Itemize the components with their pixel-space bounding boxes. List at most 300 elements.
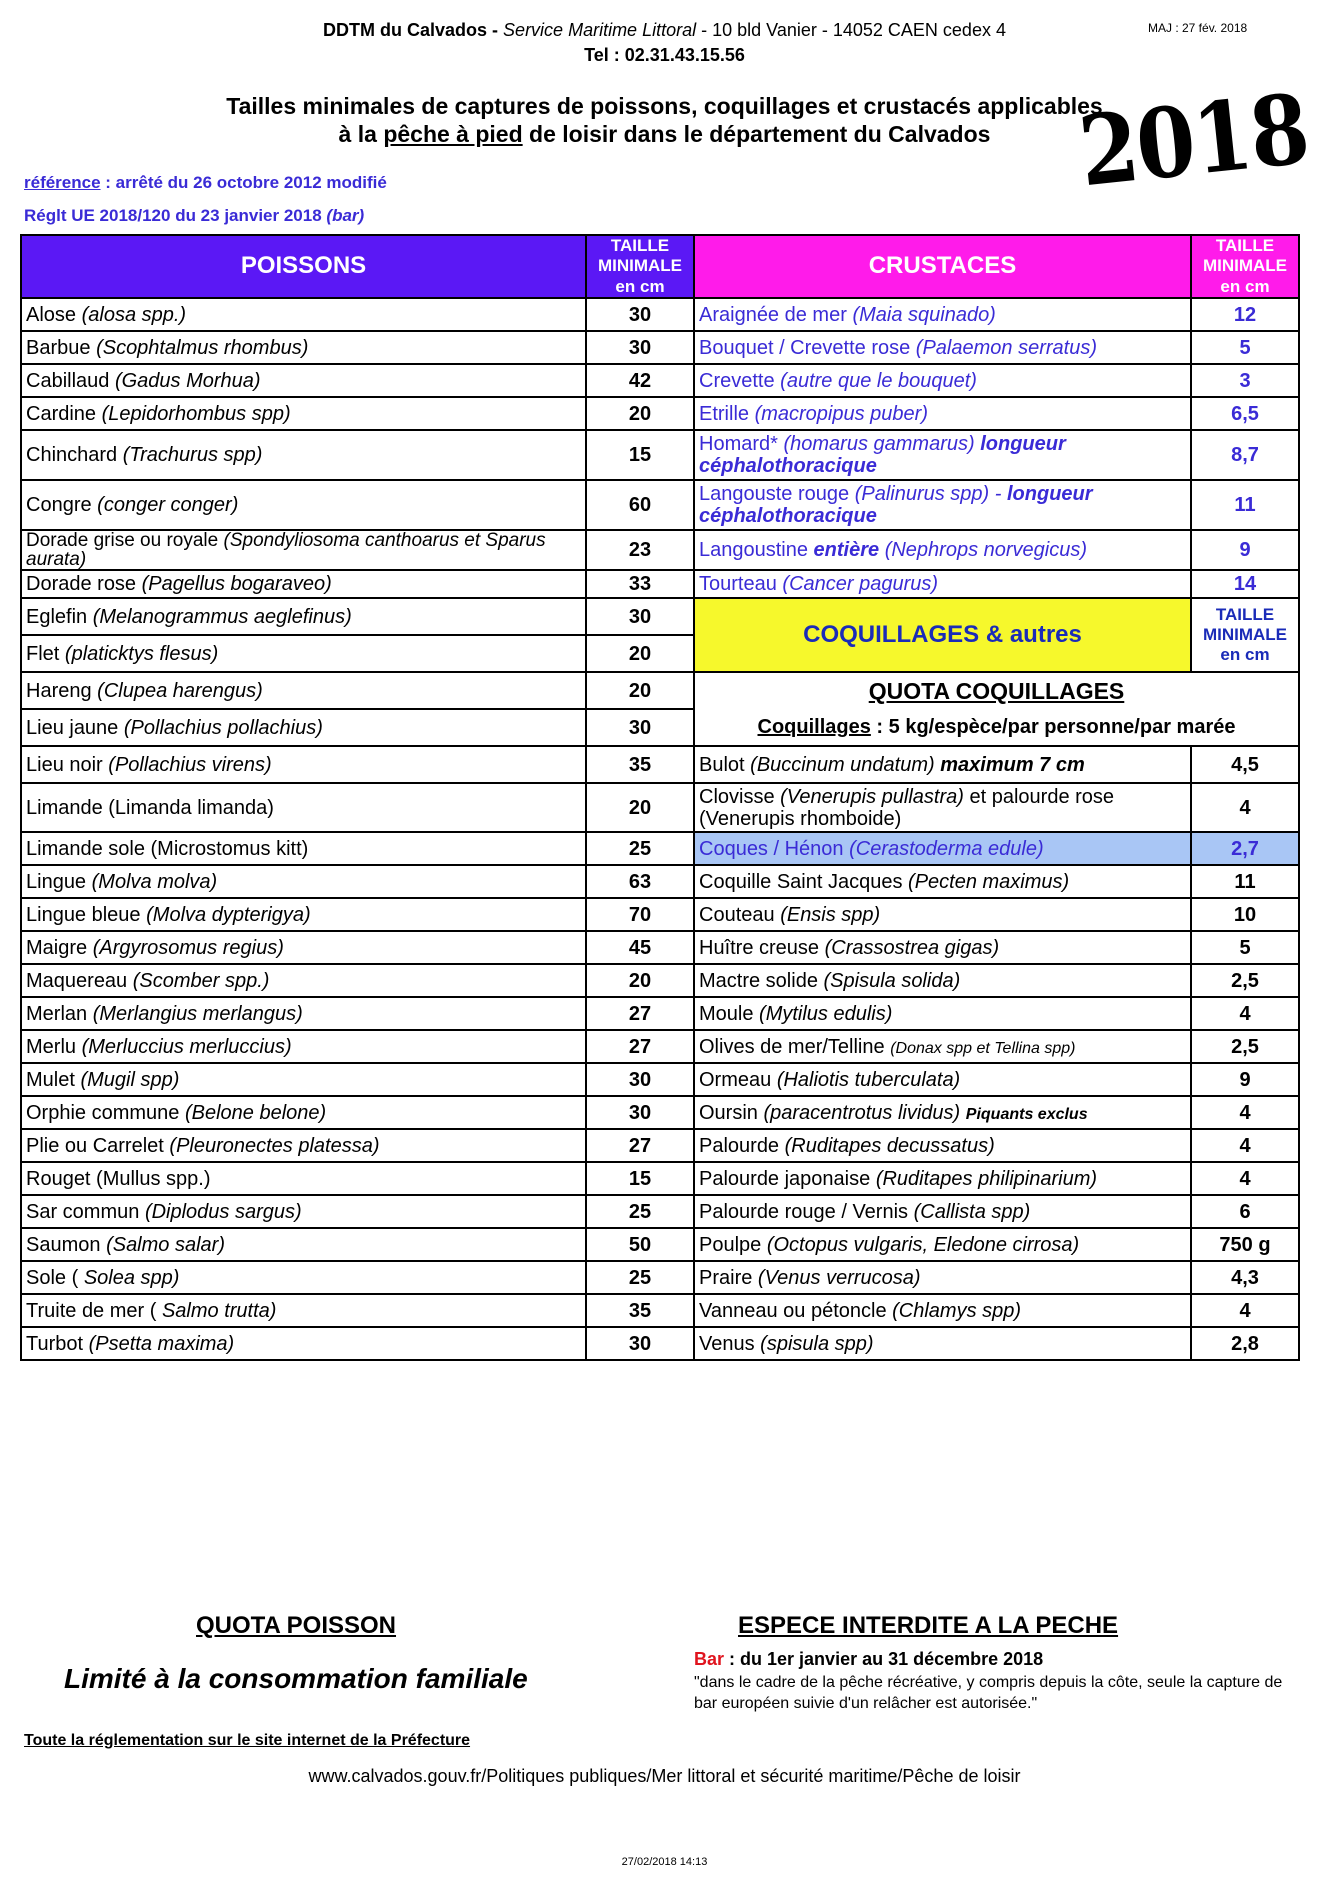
fish-size-value: 35 xyxy=(628,1299,652,1322)
crustace-size-cell xyxy=(1191,430,1299,480)
fish-size-value: 33 xyxy=(628,573,652,596)
crustaces-header-label: CRUSTACES xyxy=(868,252,1017,280)
fish-size-cell xyxy=(586,1261,694,1294)
coquillage-size-cell xyxy=(1191,746,1299,783)
fish-size-cell xyxy=(586,598,694,635)
fish-latin-name: (Trachurus spp) xyxy=(122,444,263,467)
fish-latin-name: (Diplodus sargus) xyxy=(144,1200,302,1223)
fish-latin-name: (Psetta maxima) xyxy=(88,1332,235,1355)
fish-name-cell xyxy=(21,1030,586,1063)
fish-latin-name: Salmo trutta) xyxy=(161,1299,277,1322)
coquillage-size-value: 4 xyxy=(1239,1299,1251,1322)
table-row xyxy=(21,832,1299,865)
coquillage-common-name: Venus xyxy=(699,1332,755,1355)
coquillage-latin-name: (Haliotis tuberculata) xyxy=(776,1068,961,1091)
fish-latin-name: (conger conger) xyxy=(97,494,239,517)
fish-size-cell xyxy=(586,709,694,746)
coquillage-common-name: Olives de mer/Telline xyxy=(699,1035,885,1058)
crustace-size-value: 5 xyxy=(1239,336,1251,359)
fish-size-value: 30 xyxy=(628,303,652,326)
coquillage-size-cell xyxy=(1191,964,1299,997)
table-row xyxy=(21,331,1299,364)
coquillage-common-name: Coquille Saint Jacques xyxy=(699,870,903,893)
coquillage-common-name: Vanneau ou pétoncle xyxy=(699,1299,887,1322)
crustace-size-value: 8,7 xyxy=(1231,444,1259,467)
taille-header-coquillages xyxy=(1191,598,1299,672)
fish-latin-name: (Argyrosomus regius) xyxy=(92,936,284,959)
coquillage-latin-name: (Cerastoderma edule) xyxy=(849,837,1044,860)
coquillages-header xyxy=(694,598,1191,672)
table-row xyxy=(21,397,1299,430)
crustace-common-name: Homard* xyxy=(699,433,778,456)
fish-size-cell xyxy=(586,1327,694,1360)
fish-common-name: Maigre xyxy=(26,936,88,959)
table-row xyxy=(21,997,1299,1030)
coquillage-common-name: Palourde xyxy=(699,1134,780,1157)
crustace-name-cell xyxy=(694,364,1191,397)
fish-size-value: 20 xyxy=(628,679,652,702)
coquillage-common-name: Ormeau xyxy=(699,1068,772,1091)
quota-coquillages-value: : 5 kg/espèce/par personne/par marée xyxy=(876,716,1236,739)
coquillage-common-name: Praire xyxy=(699,1266,753,1289)
coquillage-latin-name: (Venerupis pullastra) xyxy=(780,785,964,808)
taille-header-label: TAILLE MINIMALE en cm xyxy=(1202,236,1288,296)
fish-latin-name: (Pleuronectes platessa) xyxy=(169,1134,380,1157)
table-row xyxy=(21,364,1299,397)
fish-size-value: 25 xyxy=(628,1266,652,1289)
coquillage-name-cell xyxy=(694,964,1191,997)
year-stamp: 2018 xyxy=(1074,72,1313,209)
fish-name-cell xyxy=(21,709,586,746)
update-date: MAJ : 27 fév. 2018 xyxy=(1148,21,1248,35)
coquillage-name-cell xyxy=(694,1162,1191,1195)
crustace-name-cell xyxy=(694,397,1191,430)
coquillage-size-value: 2,8 xyxy=(1231,1332,1259,1355)
crustace-latin-name: (Palaemon serratus) xyxy=(915,336,1097,359)
fish-common-name: Congre xyxy=(26,494,92,517)
fish-latin-name: (Merluccius merluccius) xyxy=(81,1035,292,1058)
fish-size-cell xyxy=(586,746,694,783)
fish-size-cell xyxy=(586,832,694,865)
title-line-2-underlined: pêche à pied xyxy=(383,121,523,147)
coquillage-size-value: 4 xyxy=(1239,1167,1251,1190)
fish-latin-name: (Pagellus bogaraveo) xyxy=(141,573,332,596)
taille-header-label: TAILLE MINIMALE en cm xyxy=(1202,604,1288,665)
fish-name-cell xyxy=(21,672,586,709)
fish-name-cell xyxy=(21,635,586,672)
coquillage-size-value: 2,7 xyxy=(1231,837,1259,860)
fish-common-name: Cabillaud xyxy=(26,369,115,392)
coquillage-name-cell xyxy=(694,1129,1191,1162)
coquillage-name-cell xyxy=(694,1096,1191,1129)
coquillage-size-cell xyxy=(1191,1195,1299,1228)
coquillage-size-cell xyxy=(1191,1129,1299,1162)
coquillage-size-value: 11 xyxy=(1234,870,1256,893)
crustace-common-name: Bouquet / Crevette rose xyxy=(699,336,911,359)
coquillage-common-name: Mactre solide xyxy=(699,969,818,992)
table-row xyxy=(21,570,1299,598)
fish-size-cell xyxy=(586,1063,694,1096)
coquillage-name-cell xyxy=(694,997,1191,1030)
coquillage-name-cell xyxy=(694,1327,1191,1360)
poissons-header-label: POISSONS xyxy=(240,252,367,280)
fish-name-cell xyxy=(21,931,586,964)
fish-common-name: Flet xyxy=(26,642,60,665)
fish-common-name: Dorade rose xyxy=(26,573,137,596)
fish-common-name: Alose xyxy=(26,303,77,326)
crustace-latin-name: (autre que le bouquet) xyxy=(780,369,977,392)
fish-common-name: Lieu jaune xyxy=(26,716,119,739)
fish-latin-name: (Merlangius merlangus) xyxy=(92,1002,303,1025)
crustace-size-value: 12 xyxy=(1233,303,1257,326)
coquillage-size-cell xyxy=(1191,1327,1299,1360)
fish-size-cell xyxy=(586,1195,694,1228)
fish-name-cell xyxy=(21,397,586,430)
crustace-name-cell xyxy=(694,331,1191,364)
taille-header-label: TAILLE MINIMALE en cm xyxy=(597,236,683,296)
fish-size-value: 20 xyxy=(628,402,652,425)
crustace-size-value: 14 xyxy=(1233,573,1257,596)
crustace-name-cell xyxy=(694,480,1191,530)
fish-size-value: 27 xyxy=(628,1035,652,1058)
fish-name-cell xyxy=(21,964,586,997)
coquillage-note: Piquants exclus xyxy=(965,1105,1088,1123)
crustace-common-name: Etrille xyxy=(699,402,750,425)
crustace-note: longueur céphalothoracique xyxy=(699,433,1066,478)
fish-size-cell xyxy=(586,672,694,709)
coquillage-size-cell xyxy=(1191,1030,1299,1063)
coquillage-name-cell xyxy=(694,1228,1191,1261)
crustace-size-cell xyxy=(1191,331,1299,364)
fish-size-cell xyxy=(586,964,694,997)
fish-common-name: Sar commun xyxy=(26,1200,140,1223)
fish-size-cell xyxy=(586,931,694,964)
title-line-2-pre: à la xyxy=(338,121,377,147)
coquillage-size-value: 4 xyxy=(1239,1002,1251,1025)
fish-size-value: 30 xyxy=(628,1101,652,1124)
coquillage-name-cell xyxy=(694,898,1191,931)
poissons-header xyxy=(21,235,586,298)
fish-size-cell xyxy=(586,480,694,530)
fish-name-cell xyxy=(21,331,586,364)
coquillage-size-cell xyxy=(1191,783,1299,832)
table-row xyxy=(21,1294,1299,1327)
table-row xyxy=(21,235,1299,298)
fish-common-name: Cardine xyxy=(26,402,97,425)
fish-common-name: Merlan xyxy=(26,1002,88,1025)
crustace-latin-name: (homarus gammarus) xyxy=(783,433,975,456)
crustace-note: longueur céphalothoracique xyxy=(699,483,1093,528)
fish-size-cell xyxy=(586,1228,694,1261)
fish-latin-name: (Clupea harengus) xyxy=(97,679,263,702)
fish-common-name: Chinchard xyxy=(26,444,118,467)
coquillage-size-value: 5 xyxy=(1239,936,1251,959)
coquillage-note: maximum 7 cm xyxy=(940,753,1085,776)
reference-label[interactable]: référence xyxy=(24,173,101,192)
crustace-common-name: Langoustine xyxy=(699,539,808,562)
crustace-latin-name: (Palinurus spp) - xyxy=(854,483,1002,506)
fish-common-name: Rouget (Mullus spp.) xyxy=(26,1167,211,1190)
fish-size-cell xyxy=(586,1030,694,1063)
fish-common-name: Orphie commune xyxy=(26,1101,180,1124)
coquillage-common-name: Moule xyxy=(699,1002,754,1025)
fish-common-name: Saumon xyxy=(26,1233,101,1256)
fish-latin-name: Solea spp) xyxy=(83,1266,180,1289)
fish-common-name: Lingue bleue xyxy=(26,903,141,926)
bar-period: : du 1er janvier au 31 décembre 2018 xyxy=(729,1649,1044,1669)
fish-name-cell xyxy=(21,898,586,931)
fish-name-cell xyxy=(21,1327,586,1360)
crustace-name-cell xyxy=(694,430,1191,480)
coquillage-size-value: 2,5 xyxy=(1231,969,1259,992)
table-row xyxy=(21,1162,1299,1195)
crustace-note: entière xyxy=(813,539,880,562)
fish-size-value: 25 xyxy=(628,837,652,860)
coquillage-size-value: 2,5 xyxy=(1231,1035,1259,1058)
fish-size-cell xyxy=(586,1096,694,1129)
crustace-latin-name: (Nephrops norvegicus) xyxy=(884,539,1088,562)
bar-line xyxy=(694,1649,1043,1670)
coquillage-name-cell xyxy=(694,865,1191,898)
fish-common-name: Limande (Limanda limanda) xyxy=(26,796,274,819)
coquillage-note: et palourde rose (Venerupis rhomboide) xyxy=(699,785,1115,830)
fish-size-cell xyxy=(586,1294,694,1327)
fish-size-value: 63 xyxy=(628,870,652,893)
coquillage-common-name: Poulpe xyxy=(699,1233,762,1256)
fish-size-cell xyxy=(586,1162,694,1195)
fish-common-name: Sole ( xyxy=(26,1266,79,1289)
fish-common-name: Mulet xyxy=(26,1068,75,1091)
coquillage-size-value: 4 xyxy=(1239,796,1251,819)
fish-size-value: 20 xyxy=(628,642,652,665)
coquillage-size-value: 750 g xyxy=(1219,1233,1271,1256)
fish-latin-name: (Salmo salar) xyxy=(106,1233,225,1256)
coquillage-size-cell xyxy=(1191,1228,1299,1261)
fish-size-value: 50 xyxy=(628,1233,652,1256)
fish-size-value: 27 xyxy=(628,1134,652,1157)
table-row xyxy=(21,709,1299,746)
espece-interdite-title: ESPECE INTERDITE A LA PECHE xyxy=(738,1612,1119,1639)
coquillage-latin-name: (Buccinum undatum) xyxy=(750,753,935,776)
website-url[interactable]: www.calvados.gouv.fr/Politiques publiques/Mer littoral et sécurité maritime/Pêche de loisir xyxy=(308,1766,1021,1786)
coquillage-common-name: Palourde rouge / Vernis xyxy=(699,1200,909,1223)
regulation-line xyxy=(24,206,364,226)
coquillage-size-cell xyxy=(1191,832,1299,865)
coquillage-latin-name: (Octopus vulgaris, Eledone cirrosa) xyxy=(766,1233,1080,1256)
fish-name-cell xyxy=(21,1129,586,1162)
crustace-size-cell xyxy=(1191,570,1299,598)
fish-size-cell xyxy=(586,997,694,1030)
fish-size-value: 60 xyxy=(628,494,652,517)
coquillage-size-value: 4 xyxy=(1239,1134,1251,1157)
crustace-size-cell xyxy=(1191,530,1299,570)
reference-line xyxy=(24,173,387,193)
minimum-sizes-table xyxy=(20,234,1300,1361)
coquillage-size-cell xyxy=(1191,931,1299,964)
quota-poisson-text: Limité à la consommation familiale xyxy=(64,1663,528,1694)
service-name: Service Maritime Littoral xyxy=(503,20,697,40)
fish-size-cell xyxy=(586,783,694,832)
table-row xyxy=(21,1261,1299,1294)
fish-name-cell xyxy=(21,1096,586,1129)
coquillage-name-cell xyxy=(694,1195,1191,1228)
fish-name-cell xyxy=(21,832,586,865)
fish-size-value: 15 xyxy=(628,1167,652,1190)
regulation-text: Réglt UE 2018/120 du 23 janvier 2018 xyxy=(24,206,322,225)
fish-name-cell xyxy=(21,1261,586,1294)
fish-common-name: Hareng xyxy=(26,679,92,702)
fish-size-value: 25 xyxy=(628,1200,652,1223)
fish-size-value: 45 xyxy=(628,936,652,959)
table-row xyxy=(21,783,1299,832)
fish-name-cell xyxy=(21,364,586,397)
fish-name-cell xyxy=(21,746,586,783)
fish-latin-name: (platicktys flesus) xyxy=(64,642,219,665)
fish-latin-name: (Molva dypterigya) xyxy=(146,903,311,926)
coquillage-common-name: Oursin xyxy=(699,1101,758,1124)
fish-common-name: Lingue xyxy=(26,870,87,893)
coquillage-latin-name: (Ensis spp) xyxy=(780,903,881,926)
fish-common-name: Merlu xyxy=(26,1035,77,1058)
coquillage-name-cell xyxy=(694,832,1191,865)
fish-size-cell xyxy=(586,865,694,898)
fish-common-name: Barbue xyxy=(26,336,91,359)
coquillage-size-cell xyxy=(1191,898,1299,931)
coquillage-size-cell xyxy=(1191,997,1299,1030)
coquillage-name-cell xyxy=(694,1294,1191,1327)
fish-latin-name: (Scomber spp.) xyxy=(132,969,270,992)
crustace-size-value: 11 xyxy=(1234,494,1256,517)
prefecture-regulation-link[interactable]: Toute la réglementation sur le site internet de la Préfecture xyxy=(24,1732,471,1749)
fish-size-value: 23 xyxy=(628,539,652,562)
taille-header-poissons xyxy=(586,235,694,298)
bar-label: Bar xyxy=(694,1649,725,1669)
coquillage-size-cell xyxy=(1191,1096,1299,1129)
coquillage-latin-name: (Venus verrucosa) xyxy=(757,1266,921,1289)
fish-name-cell xyxy=(21,430,586,480)
fish-name-cell xyxy=(21,1195,586,1228)
fish-latin-name: (Lepidorhombus spp) xyxy=(101,402,291,425)
coquillage-size-cell xyxy=(1191,1294,1299,1327)
bar-note: "dans le cadre de la pêche récréative, y compris depuis la côte, seule la capture de bar européen suivie d'un relâcher est autorisée." xyxy=(694,1674,1283,1712)
fish-name-cell xyxy=(21,530,586,570)
coquillage-latin-name: (paracentrotus lividus) xyxy=(763,1101,961,1124)
fish-size-value: 30 xyxy=(628,1332,652,1355)
fish-common-name: Truite de mer ( xyxy=(26,1299,157,1322)
fish-latin-name: (Pollachius virens) xyxy=(108,753,272,776)
regulation-italic: (bar) xyxy=(326,206,365,225)
fish-size-cell xyxy=(586,570,694,598)
coquillage-size-cell xyxy=(1191,1261,1299,1294)
fish-size-cell xyxy=(586,430,694,480)
coquillage-name-cell xyxy=(694,746,1191,783)
quota-coquillages-text xyxy=(694,709,1299,746)
fish-name-cell xyxy=(21,783,586,832)
crustace-size-value: 9 xyxy=(1239,539,1251,562)
coquillage-size-value: 6 xyxy=(1239,1200,1251,1223)
table-body xyxy=(21,235,1299,1360)
coquillage-common-name: Bulot xyxy=(699,753,745,776)
table-row xyxy=(21,1096,1299,1129)
coquillage-size-cell xyxy=(1191,1162,1299,1195)
table-row xyxy=(21,898,1299,931)
fish-latin-name: (Gadus Morhua) xyxy=(114,369,261,392)
table-row xyxy=(21,964,1299,997)
taille-header-crustaces xyxy=(1191,235,1299,298)
fish-size-cell xyxy=(586,635,694,672)
quota-coquillages-title-text: QUOTA COQUILLAGES xyxy=(868,677,1125,704)
crustace-latin-name: (macropipus puber) xyxy=(754,402,928,425)
fish-size-cell xyxy=(586,364,694,397)
coquillage-size-cell xyxy=(1191,865,1299,898)
coquillage-size-cell xyxy=(1191,1063,1299,1096)
coquillage-size-value: 4,5 xyxy=(1231,753,1259,776)
coquillage-name-cell xyxy=(694,1063,1191,1096)
crustace-latin-name: (Cancer pagurus) xyxy=(782,573,939,596)
crustaces-header xyxy=(694,235,1191,298)
fish-size-cell xyxy=(586,331,694,364)
fish-size-cell xyxy=(586,898,694,931)
table-row xyxy=(21,1030,1299,1063)
table-row xyxy=(21,865,1299,898)
address: - 10 bld Vanier - 14052 CAEN cedex 4 xyxy=(701,20,1006,40)
fish-name-cell xyxy=(21,480,586,530)
crustace-size-cell xyxy=(1191,397,1299,430)
table-row xyxy=(21,598,1299,635)
coquillage-size-value: 9 xyxy=(1239,1068,1251,1091)
fish-name-cell xyxy=(21,997,586,1030)
crustace-size-cell xyxy=(1191,480,1299,530)
coquillage-latin-name: (Spisula solida) xyxy=(823,969,961,992)
table-row xyxy=(21,746,1299,783)
fish-latin-name: (Melanogrammus aeglefinus) xyxy=(92,605,352,628)
telephone: Tel : 02.31.43.15.56 xyxy=(584,45,745,65)
crustace-common-name: Araignée de mer xyxy=(699,303,847,326)
crustace-size-cell xyxy=(1191,298,1299,331)
fish-size-value: 35 xyxy=(628,753,652,776)
crustace-name-cell xyxy=(694,298,1191,331)
fish-latin-name: (Scophtalmus rhombus) xyxy=(96,336,309,359)
fish-latin-name: (Pollachius pollachius) xyxy=(123,716,323,739)
coquillage-name-cell xyxy=(694,1261,1191,1294)
fish-name-cell xyxy=(21,598,586,635)
coquillage-common-name: Palourde japonaise xyxy=(699,1167,871,1190)
coquillage-size-value: 4 xyxy=(1239,1101,1251,1124)
fish-common-name: Plie ou Carrelet xyxy=(26,1134,164,1157)
fish-name-cell xyxy=(21,1294,586,1327)
coquillages-header-label: COQUILLAGES & autres xyxy=(803,620,1082,648)
fish-size-value: 15 xyxy=(628,444,652,467)
fish-common-name: Eglefin xyxy=(26,605,88,628)
coquillage-latin-name: (Chlamys spp) xyxy=(892,1299,1022,1322)
fish-common-name: Limande sole (Microstomus kitt) xyxy=(26,837,309,860)
fish-size-value: 27 xyxy=(628,1002,652,1025)
table-row xyxy=(21,1063,1299,1096)
table-row xyxy=(21,1327,1299,1360)
crustace-common-name: Langouste rouge xyxy=(699,483,850,506)
coquillage-common-name: Coques / Hénon xyxy=(699,837,844,860)
fish-size-cell xyxy=(586,1129,694,1162)
quota-coquillages-label: Coquillages xyxy=(757,716,871,739)
fish-latin-name: (Belone belone) xyxy=(184,1101,327,1124)
fish-size-value: 20 xyxy=(628,969,652,992)
fish-name-cell xyxy=(21,570,586,598)
title-line-2-post: de loisir dans le département du Calvados xyxy=(529,121,991,147)
table-row xyxy=(21,931,1299,964)
reference-text: : arrêté du 26 octobre 2012 modifié xyxy=(105,173,387,192)
coquillage-latin-name: (Crassostrea gigas) xyxy=(824,936,1000,959)
table-row xyxy=(21,1129,1299,1162)
